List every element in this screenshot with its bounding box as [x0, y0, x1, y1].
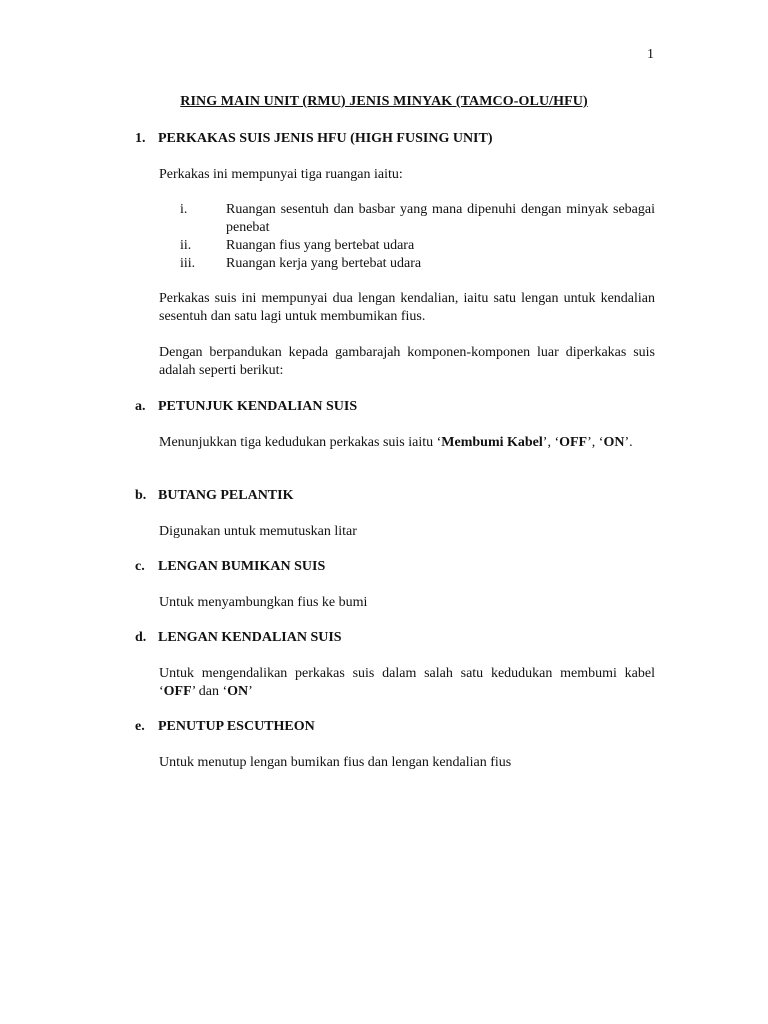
text-run: ’ dan ‘ — [191, 684, 228, 699]
list-item-text: Ruangan fius yang bertebat udara — [226, 238, 415, 253]
section-1-intro: Perkakas ini mempunyai tiga ruangan iaitu: — [159, 167, 403, 182]
subsection-a-heading — [135, 398, 655, 416]
section-1-heading — [135, 130, 655, 148]
text-run: Untuk mengendalikan perkakas suis dalam salah satu kedudukan membumi kabel ‘ — [159, 666, 655, 699]
list-item-number: ii. — [180, 238, 192, 253]
subsection-b-title: BUTANG PELANTIK — [158, 488, 294, 503]
bold-term-on: ON — [603, 435, 625, 450]
text-run: ’ — [248, 684, 253, 699]
subsection-a-title: PETUNJUK KENDALIAN SUIS — [158, 399, 358, 414]
section-1-number: 1. — [135, 131, 146, 146]
bold-term-membumi-kabel: Membumi Kabel — [441, 435, 543, 450]
list-item-text: Ruangan sesentuh dan basbar yang mana dipenuhi dengan minyak sebagai penebat — [226, 202, 655, 235]
subsection-d-heading — [135, 629, 655, 647]
subsection-e-title: PENUTUP ESCUTHEON — [158, 719, 315, 734]
list-item-text: Ruangan kerja yang bertebat udara — [226, 256, 422, 271]
list-item-number: i. — [180, 202, 188, 217]
bold-term-off: OFF — [163, 684, 192, 699]
subsection-c-text: Untuk menyambungkan fius ke bumi — [159, 595, 368, 610]
subsection-e-text: Untuk menutup lengan bumikan fius dan lengan kendalian fius — [159, 755, 512, 770]
section-1-paragraph-2: Perkakas suis ini mempunyai dua lengan kendalian, iaitu satu lengan untuk kendalian sesentuh dan satu lagi untuk membumikan fius. — [159, 291, 655, 324]
subsection-c-letter: c. — [135, 559, 145, 574]
subsection-e-heading — [135, 718, 655, 736]
subsection-d-letter: d. — [135, 630, 147, 645]
subsection-a-text — [159, 434, 655, 452]
subsection-e-letter: e. — [135, 719, 145, 734]
section-1-paragraph-3: Dengan berpandukan kepada gambarajah komponen-komponen luar diperkakas suis adalah seperti berikut: — [159, 345, 655, 378]
section-1-title: PERKAKAS SUIS JENIS HFU (HIGH FUSING UNIT) — [158, 131, 493, 146]
subsection-c-heading — [135, 558, 655, 576]
subsection-a-letter: a. — [135, 399, 146, 414]
page-number: 1 — [647, 47, 654, 62]
subsection-b-heading — [135, 487, 655, 505]
text-run: ’. — [624, 435, 633, 450]
subsection-b-text: Digunakan untuk memutuskan litar — [159, 524, 357, 539]
bold-term-on: ON — [227, 684, 249, 699]
text-run: Menunjukkan tiga kedudukan perkakas suis iaitu ‘ — [159, 435, 442, 450]
subsection-c-title: LENGAN BUMIKAN SUIS — [158, 559, 326, 574]
text-run: ’, ‘ — [587, 435, 604, 450]
list-item-number: iii. — [180, 256, 196, 271]
subsection-b-letter: b. — [135, 488, 147, 503]
text-run: ’, ‘ — [542, 435, 560, 450]
document-title: RING MAIN UNIT (RMU) JENIS MINYAK (TAMCO-OLU/HFU) — [180, 94, 588, 109]
subsection-d-title: LENGAN KENDALIAN SUIS — [158, 630, 342, 645]
subsection-d-text — [159, 665, 655, 701]
bold-term-off: OFF — [559, 435, 588, 450]
